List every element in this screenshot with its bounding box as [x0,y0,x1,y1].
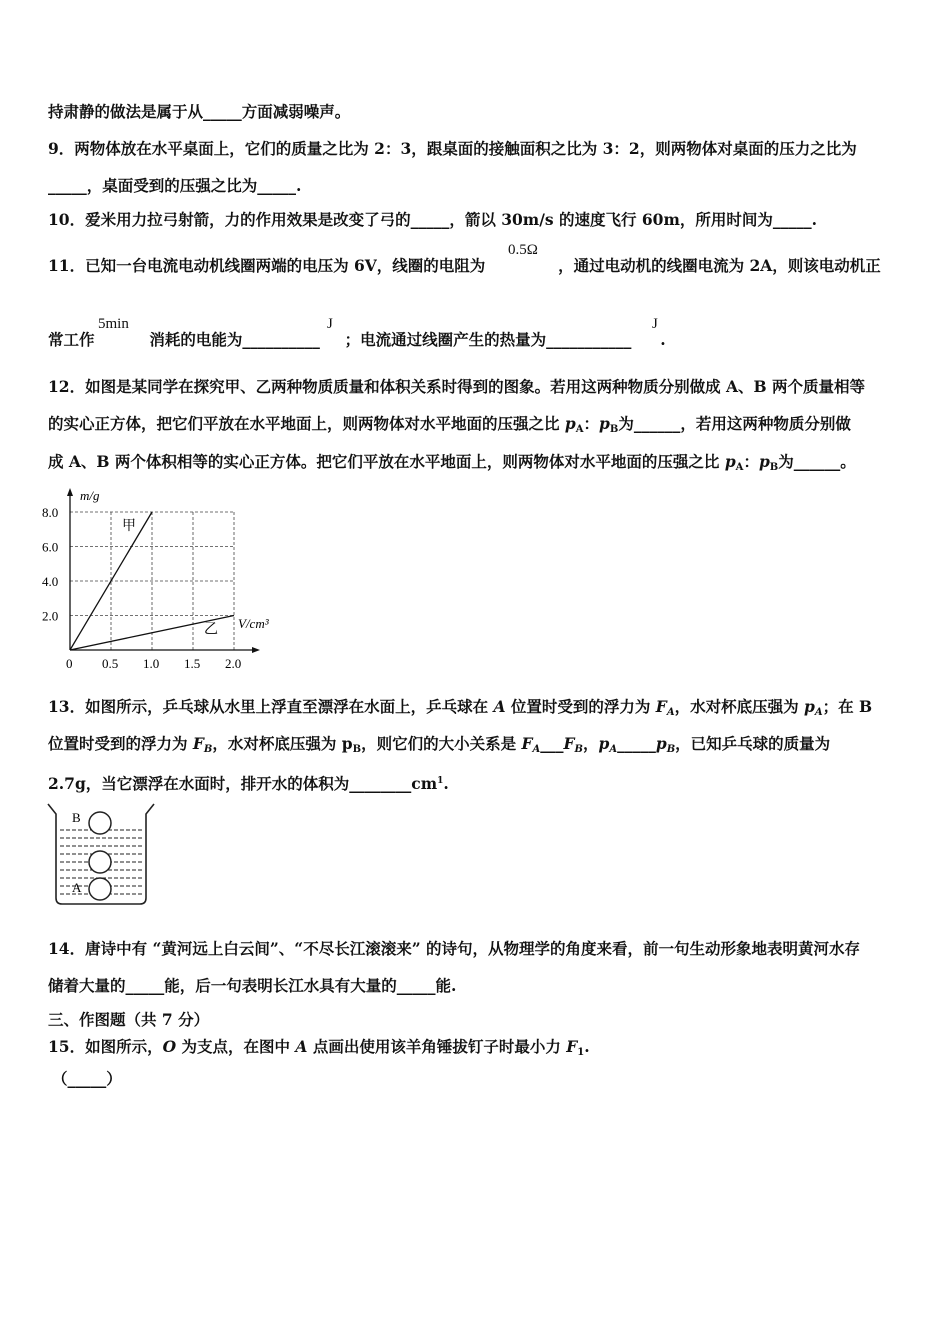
q13-pb-sub: B [352,744,362,755]
q13-pos-a: A [493,697,506,716]
q11-text-a: 11．已知一台电流电动机线圈两端的电压为 6V，线圈的电阻为 [48,256,486,275]
q11-unit-2: J [652,316,658,332]
q12-text-b: 为______，若用这两种物质分别做 [618,414,851,433]
q8-line: 持肃静的做法是属于从_____方面减弱噪声。 [48,102,351,121]
x-tick-label: 1.0 [143,656,160,671]
q12-sub-b: B [609,424,619,435]
x-axis-arrow [252,647,260,653]
q12-colon2: ： [743,452,759,471]
q13-blank-2: _____ [617,734,656,753]
q13-text-e: 位置时受到的浮力为 [48,734,193,753]
q12-colon: ： [583,414,600,433]
q13-p-a2-sub: A [609,744,618,755]
y-axis-label: m/g [80,488,100,503]
q11-unit-1: J [327,316,333,332]
q12-text-c: 成 A、B 两个体积相等的实心正方体。把它们平放在水平地面上，则两物体对水平地面的压强之比 [48,452,725,471]
q13-sup: 1 [437,776,444,786]
q15-text-d: . [584,1037,590,1056]
q12-text-d: 为______。 [778,452,856,471]
q11-text-e: ；电流通过线圈产生的热量为___________ [344,330,632,349]
q13-p-a2: p [598,734,610,753]
q14-line-1: 14．唐诗中有 “黄河远上白云间”、“不尽长江滚滚来” 的诗句，从物理学的角度来看，前一句生动形象地表明黄河水存 [48,939,861,958]
q13-f-a2: F [521,734,533,753]
q11-line-2 [48,330,666,350]
q10-line-1: 10．爱米用力拉弓射箭，力的作用效果是改变了弓的_____，箭以 30m/s 的速度飞行 60m，所用时间为_____. [48,210,817,229]
origin-label: 0 [66,656,73,671]
q13-text-j: . [443,774,449,793]
x-tick-label: 1.5 [184,656,201,671]
q12-line-1: 12．如图是某同学在探究甲、乙两种物质质量和体积关系时得到的图象。若用这两种物质分别做成 A、B 两个质量相等 [48,377,865,396]
beaker-figure [44,800,164,910]
q13-blank-1: ___ [540,734,564,753]
q13-text-f: ，水对杯底压强为 p [212,734,353,753]
q13-text-d: ；在 B [822,697,873,716]
ball-middle [89,851,111,873]
q11-resistance: 0.5Ω [508,242,538,258]
q15-text-b: 为支点，在图中 [176,1037,296,1056]
q13-text-a: 13．如图所示，乒乓球从水里上浮直至漂浮在水面上，乒乓球在 [48,697,494,716]
q12-sub-b2: B [769,462,779,473]
q12-line-3 [48,452,856,478]
section-3-title: 三、作图题（共 7 分） [48,1010,210,1029]
q12-p-b: p [599,414,610,433]
q15-a: A [295,1037,308,1056]
q13-f-b2: F [563,734,575,753]
series-label-1: 甲 [122,519,136,534]
mass-volume-chart [38,484,278,674]
q13-line-1 [48,697,872,723]
q13-f-a: F [655,697,667,716]
q13-line-3 [48,771,449,794]
q13-text-g: ，则它们的大小关系是 [361,734,522,753]
y-tick-label: 2.0 [42,608,59,624]
q9-line-2: _____，桌面受到的压强之比为_____. [48,176,302,195]
q13-p-a: p [803,697,815,716]
y-tick-label: 6.0 [42,539,59,555]
q13-p-b2-sub: B [666,744,676,755]
q13-line-2 [48,734,830,760]
y-axis-arrow [67,488,73,496]
q13-f-b2-sub: B [574,744,583,755]
q15-answer: （_____） [52,1069,122,1088]
q11-text-b: ，通过电动机的线圈电流为 2A，则该电动机正 [558,256,881,275]
q13-text-h: ，已知乒乓球的质量为 [675,734,831,753]
q12-line-2 [48,414,851,440]
q12-p-b2: p [758,452,770,471]
q11-text-d: 消耗的电能为__________ [149,330,320,349]
q13-f-a2-sub: A [532,744,541,755]
q12-text-a: 的实心正方体，把它们平放在水平地面上，则两物体对水平地面的压强之比 [48,414,565,433]
q11-text-f: . [660,330,666,349]
q11-time: 5min [98,316,129,332]
q12-sub-a: A [575,424,584,435]
q13-f-a-sub: A [666,707,675,718]
q13-f-b: F [192,734,204,753]
q15-line-1 [48,1037,590,1063]
q15-text-c: 点画出使用该羊角锤拔钉子时最小力 [307,1037,567,1056]
q13-p-b2: p [655,734,667,753]
q11-line-1 [48,256,881,276]
q15-o: O [162,1037,177,1056]
q12-sub-a2: A [735,462,744,473]
q15-text-a: 15．如图所示， [48,1037,163,1056]
series-label-2: 乙 [204,622,218,638]
q13-text-c: ，水对杯底压强为 [674,697,804,716]
q13-text-b: 位置时受到的浮力为 [505,697,656,716]
y-tick-label: 4.0 [42,574,59,589]
q12-p-a2: p [724,452,736,471]
q9-line-1: 9．两物体放在水平桌面上，它们的质量之比为 2：3，跟桌面的接触面积之比为 3：2，则两物体对桌面的压力之比为 [48,139,857,158]
q15-f: F [566,1037,578,1056]
q13-text-i: 2.7g，当它漂浮在水面时，排开水的体积为________cm [48,774,438,793]
q12-p-a: p [564,414,576,433]
q13-f-b-sub: B [203,744,213,755]
y-tick-label: 8.0 [42,505,59,520]
q13-p-a-sub: A [814,707,823,718]
x-tick-label: 2.0 [225,656,242,671]
label-a: A [72,880,82,895]
ball-a [89,878,111,900]
q11-text-c: 常工作 [48,330,95,349]
x-axis-label: V/cm³ [238,616,269,631]
x-tick-label: 0.5 [102,656,119,671]
ball-b [89,812,111,834]
q14-line-2: 储着大量的_____能，后一句表明长江水具有大量的_____能. [48,976,457,995]
q15-sub: 1 [577,1047,585,1058]
label-b: B [72,810,81,825]
q13-sep: ， [582,734,599,753]
